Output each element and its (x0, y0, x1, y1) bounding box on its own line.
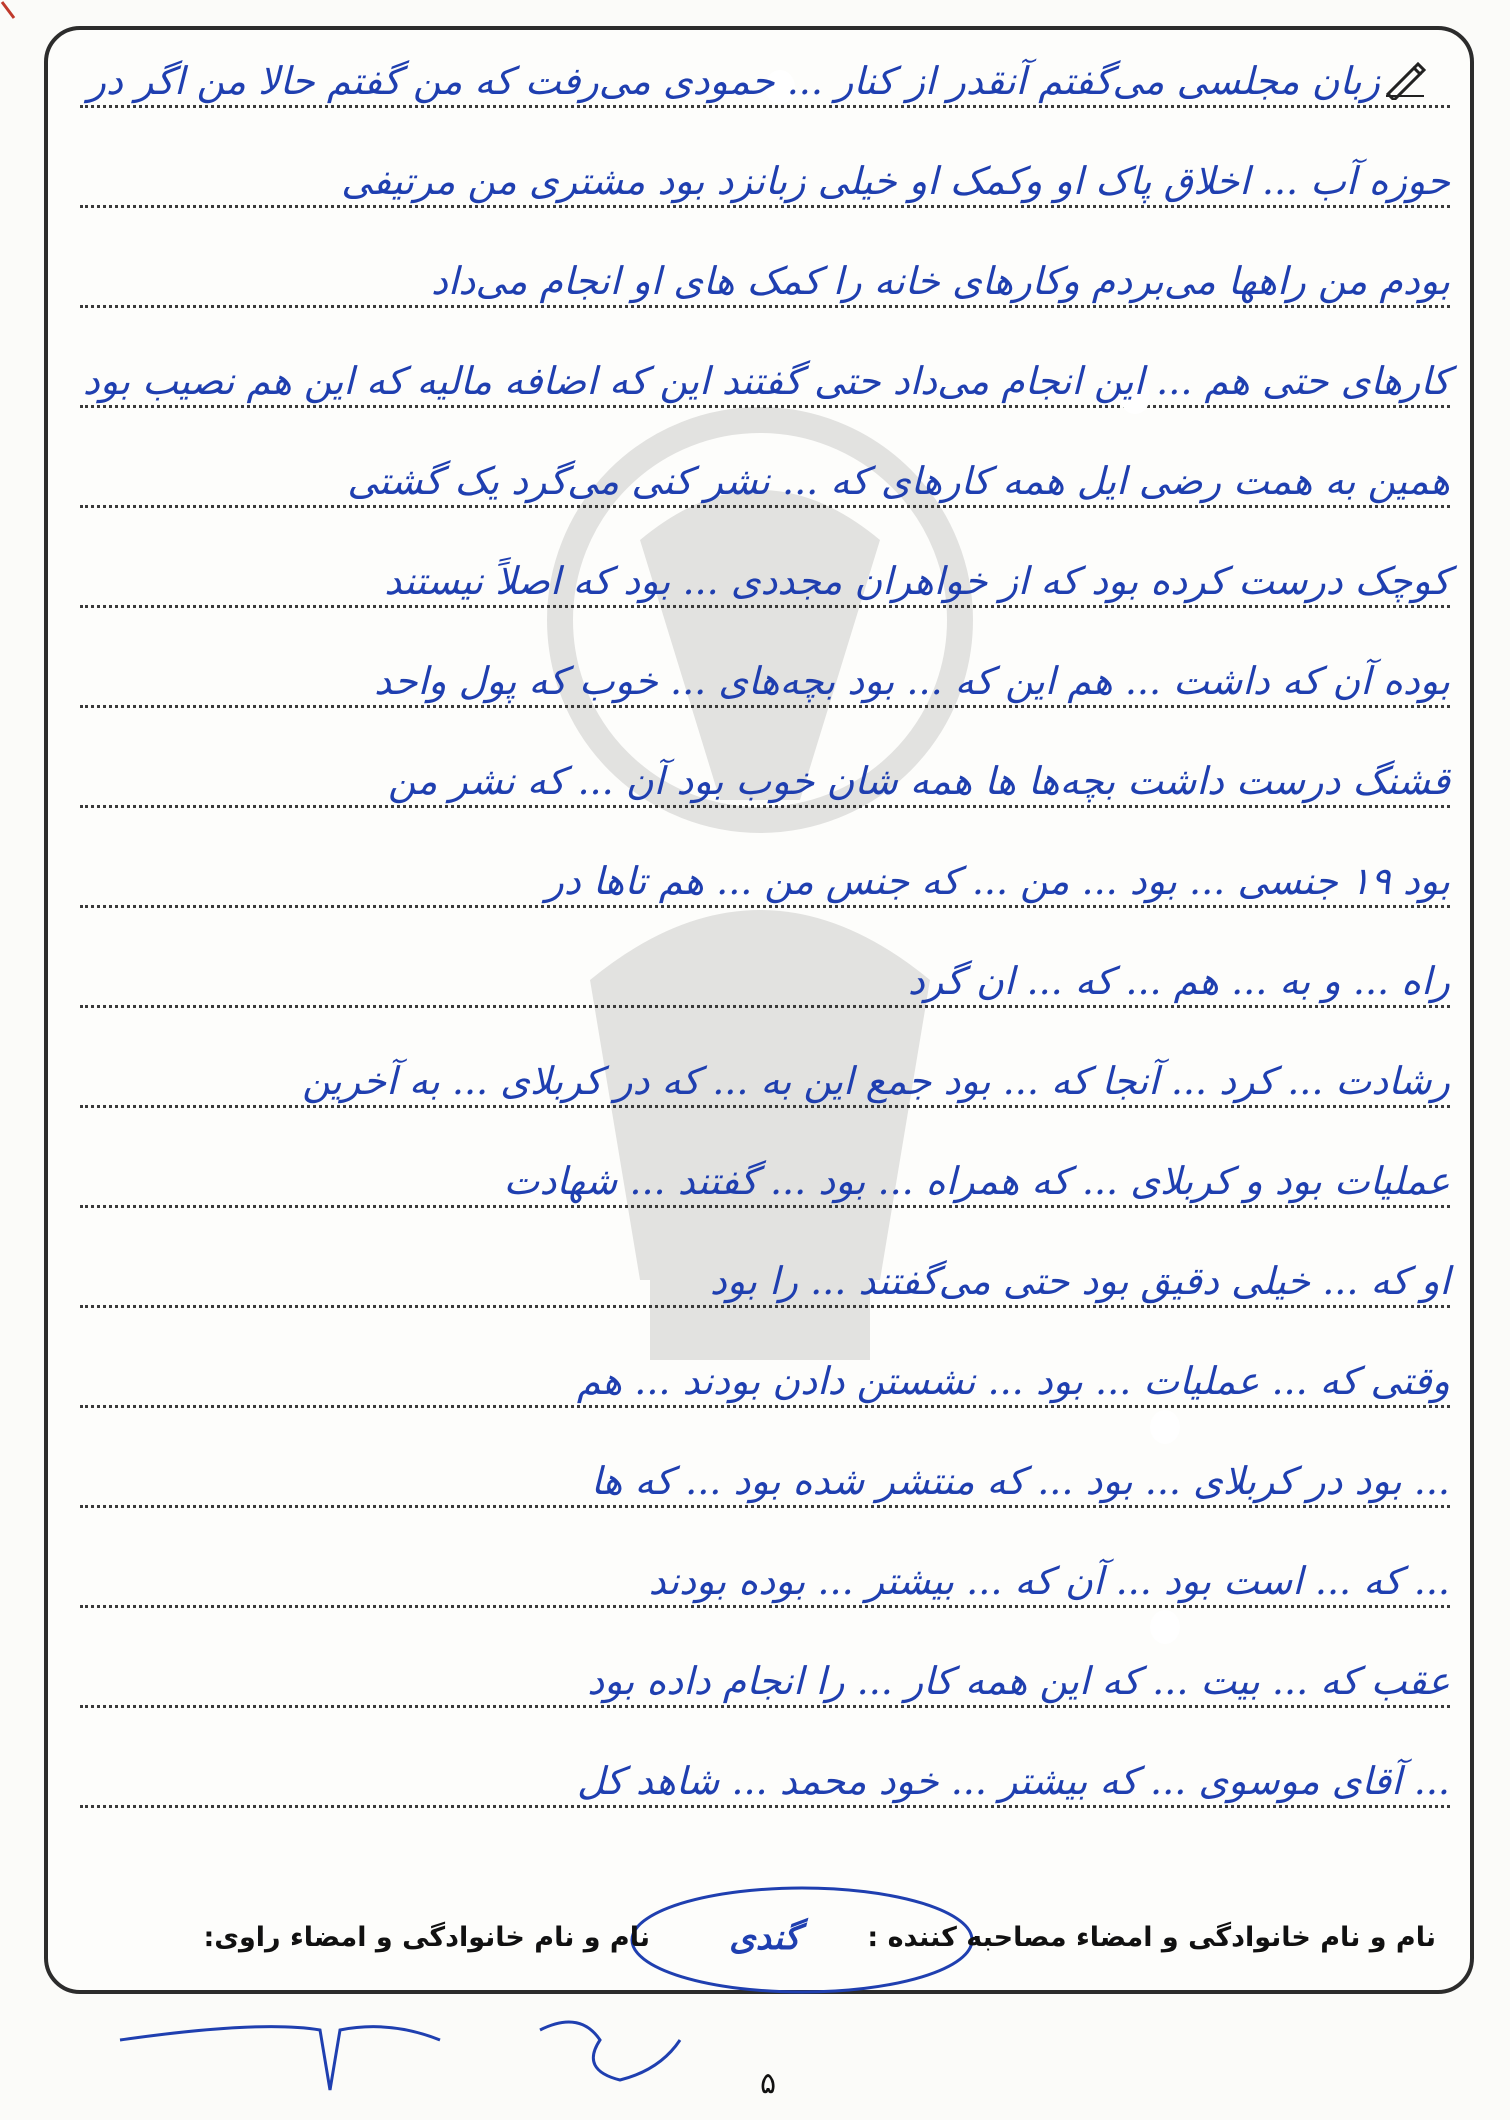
text-line: حوزه آب ... اخلاق پاک او وکمک او خیلی زبانزد بود مشتری من مرتیفی (80, 116, 1450, 216)
text-line: او که ... خیلی دقیق بود حتی می‌گفتند ... را بود (80, 1216, 1450, 1316)
text-line: قشنگ درست داشت بچه‌ها ها همه شان خوب بود آن ... که نشر من (80, 716, 1450, 816)
page-number: ۵ (760, 2066, 777, 2101)
text-line: ... آقای موسوی ... که بیشتر ... خود محمد ... شاهد کل (80, 1716, 1450, 1816)
text-line: ... بود در کربلای ... بود ... که منتشر شده بود ... که ها (80, 1416, 1450, 1516)
signature-labels (70, 1914, 1440, 1974)
text-line: کارهای حتی هم ... این انجام می‌داد حتی گفتند این که اضافه مالیه که این هم نصیب بود (80, 316, 1450, 416)
text-line: ... که ... است بود ... آن که ... بیشتر ... بوده بودند (80, 1516, 1450, 1616)
text-line: راه ... و به ... هم ... که ... ان گرد (80, 916, 1450, 1016)
interviewer-label: نام و نام خانوادگی و امضاء مصاحبه کننده : (867, 1922, 1436, 1953)
text-line: رشادت ... کرد ... آنجا که ... بود جمع این به ... که در کربلای ... به آخرین (80, 1016, 1450, 1116)
handwritten-signatures (60, 2000, 820, 2110)
interviewer-signature: گندی (729, 1918, 800, 1958)
narrator-label: نام و نام خانوادگی و امضاء راوی: (203, 1922, 650, 1953)
text-line: بودم من راهها می‌بردم وکارهای خانه را کمک های او انجام می‌داد (80, 216, 1450, 316)
text-line: زبان مجلسی می‌گفتم آنقدر از کنار ... حمودی می‌رفت که من گفتم حالا من اگر در (80, 16, 1450, 116)
text-line: بوده آن که داشت ... هم این که ... بود بچه‌های ... خوب که پول واحد (80, 616, 1450, 716)
text-line: وقتی که ... عملیات ... بود ... نشستن دادن بودند ... هم (80, 1316, 1450, 1416)
text-line: کوچک درست کرده بود که از خواهران مجددی ... بود که اصلاً نیستند (80, 516, 1450, 616)
text-line: بود ۱۹ جنسی ... بود ... من ... که جنس من ... هم تاها در (80, 816, 1450, 916)
text-line: عقب که ... بیت ... که این همه کار ... را انجام داده بود (80, 1616, 1450, 1716)
text-line: همین به همت رضی ایل همه کارهای که ... نشر کنی می‌گرد یک گشتی (80, 416, 1450, 516)
text-line: عملیات بود و کربلای ... که همراه ... بود ... گفتند ... شهادت (80, 1116, 1450, 1216)
